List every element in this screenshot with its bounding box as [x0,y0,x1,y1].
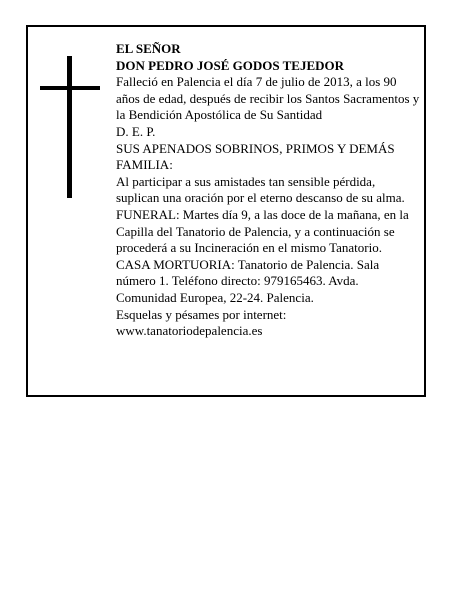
cross-horizontal-bar [40,86,100,90]
cross-vertical-bar [67,56,72,198]
deceased-name: DON PEDRO JOSÉ GODOS TEJEDOR [116,57,345,73]
family-line: SUS APENADOS SOBRINOS, PRIMOS Y DEMÁS FAMILIA: [116,140,395,173]
prayer-request: Al participar a sus amistades tan sensible pérdida, suplican una oración por el eterno descanso de su alma. [116,173,405,206]
funeral-info: FUNERAL: Martes día 9, a las doce de la mañana, en la Capilla del Tanatorio de Palencia, y a continuación se procederá a su Incineración en el mismo Tanatorio. [116,206,409,256]
cross-icon [40,56,100,198]
obituary-notice [26,25,426,397]
notice-text [116,41,420,340]
notice-title: EL SEÑOR [116,41,181,56]
internet-info: Esquelas y pésames por internet: www.tanatoriodepalencia.es [116,306,287,339]
dep-line: D. E. P. [116,123,156,139]
mortuary-info: CASA MORTUORIA: Tanatorio de Palencia. Sala número 1. Teléfono directo: 979165463. Avda. Comunidad Europea, 22-24. Palencia. [116,256,380,305]
death-details: Falleció en Palencia el día 7 de julio de 2013, a los 90 años de edad, después de recibir los Santos Sacramentos y la Bendición Apostólica de Su Santidad [116,74,420,123]
